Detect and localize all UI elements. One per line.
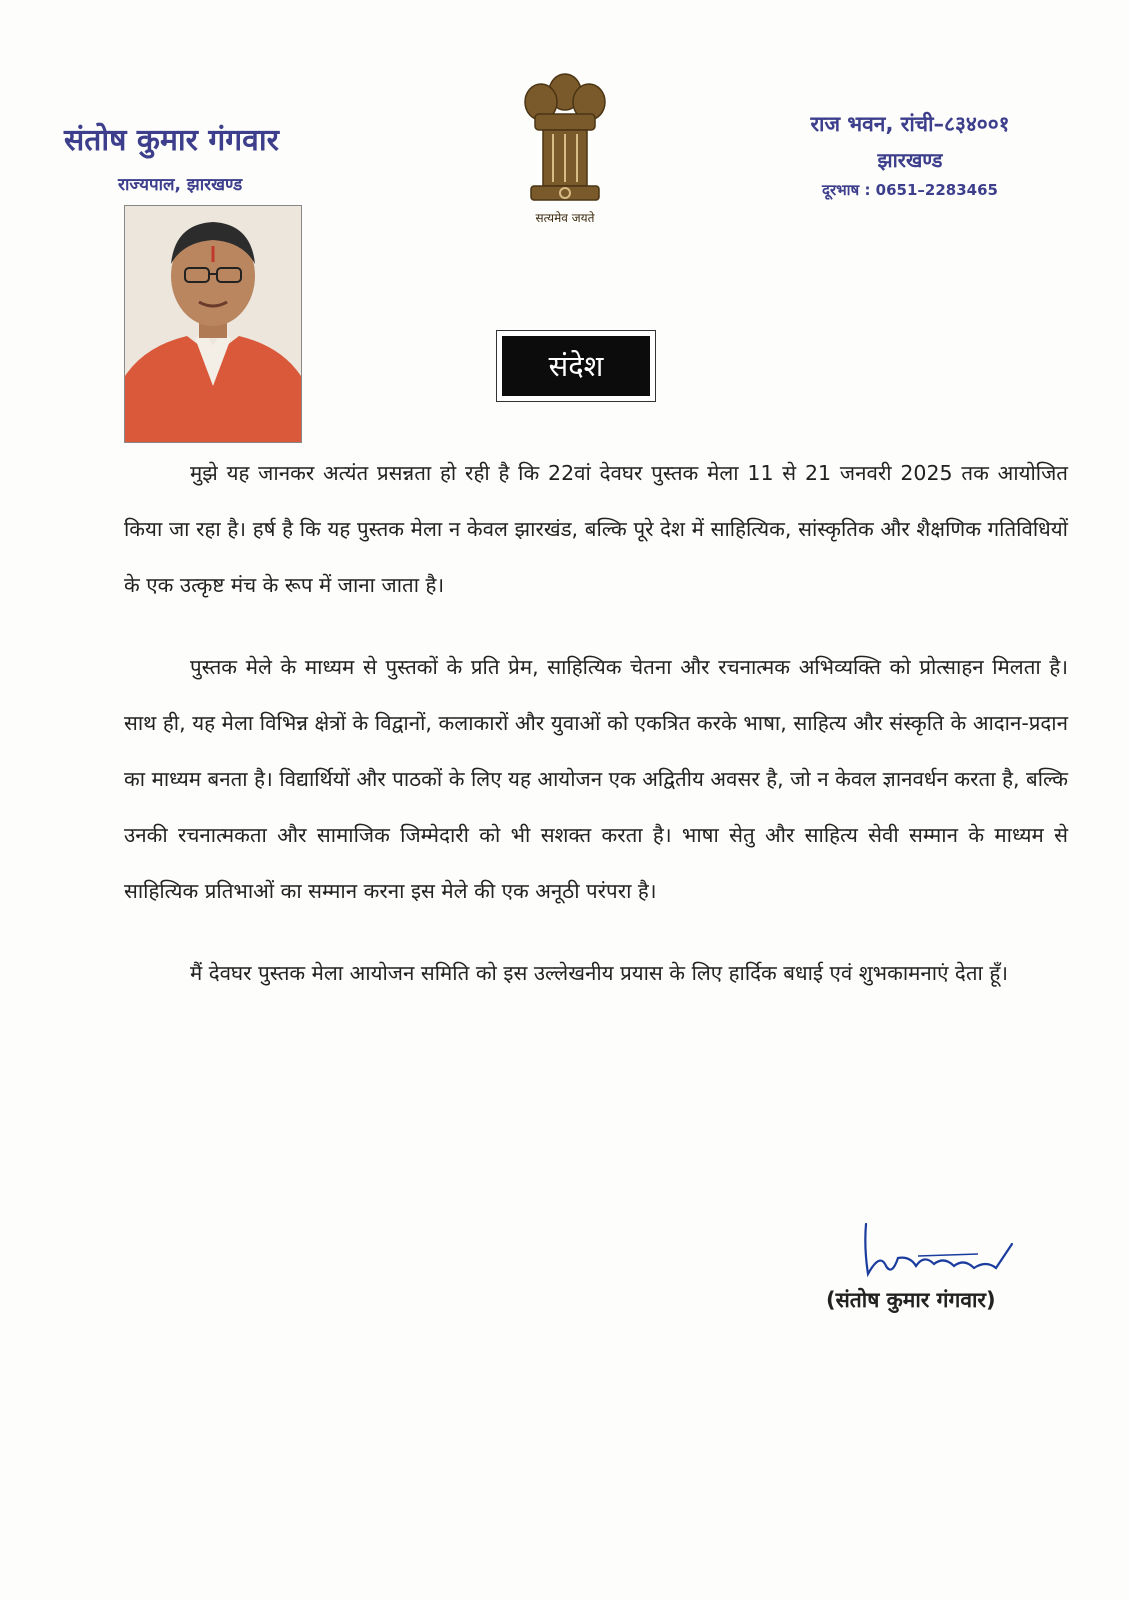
message-title-box xyxy=(496,330,656,402)
governor-name: संतोष कुमार गंगवार xyxy=(64,123,279,158)
national-emblem-icon xyxy=(515,70,615,230)
state-name: झारखण्ड xyxy=(877,148,943,172)
message-title: संदेश xyxy=(502,336,650,396)
phone-number: दूरभाष : 0651–2283465 xyxy=(822,181,998,199)
paragraph: पुस्तक मेले के माध्यम से पुस्तकों के प्रति प्रेम, साहित्यिक चेतना और रचनात्मक अभिव्यक्ति को प्रोत्साहन मिलता है। साथ ही, यह मेला विभिन्न क्षेत्रों के विद्वानों, कलाकारों और युवाओं को एकत्रित करके भाषा, साहित्य और संस्कृति के आदान-प्रदान का माध्यम बनता है। विद्यार्थियों और पाठकों के लिए यह आयोजन एक अद्वितीय अवसर है, जो न केवल ज्ञानवर्धन करता है, बल्कि उनकी रचनात्मकता और सामाजिक जिम्मेदारी को भी सशक्त करता है। भाषा सेतु और साहित्य सेवी सम्मान के माध्यम से साहित्यिक प्रतिभाओं का सम्मान करना इस मेले की एक अनूठी परंपरा है। xyxy=(124,655,1068,903)
governor-designation: राज्यपाल, झारखण्ड xyxy=(118,175,243,195)
address-line: राज भवन, रांची–८३४००१ xyxy=(810,112,1010,136)
paragraph: मैं देवघर पुस्तक मेला आयोजन समिति को इस उल्लेखनीय प्रयास के लिए हार्दिक बधाई एवं शुभकामनाएं देता हूँ। xyxy=(190,961,1008,985)
governor-photo xyxy=(124,205,302,443)
address-block xyxy=(740,110,1080,200)
handwritten-signature xyxy=(858,1218,1038,1288)
signatory-name: (संतोष कुमार गंगवार) xyxy=(826,1288,996,1312)
paragraph: मुझे यह जानकर अत्यंत प्रसन्नता हो रही है कि 22वां देवघर पुस्तक मेला 11 से 21 जनवरी 2025 तक आयोजित किया जा रहा है। हर्ष है कि यह पुस्तक मेला न केवल झारखंड, बल्कि पूरे देश में साहित्यिक, सांस्कृतिक और शैक्षणिक गतिविधियों के एक उत्कृष्ट मंच के रूप में जाना जाता है। xyxy=(124,461,1068,597)
message-body xyxy=(124,445,1068,1027)
emblem-motto: सत्यमेव जयते xyxy=(535,211,595,225)
